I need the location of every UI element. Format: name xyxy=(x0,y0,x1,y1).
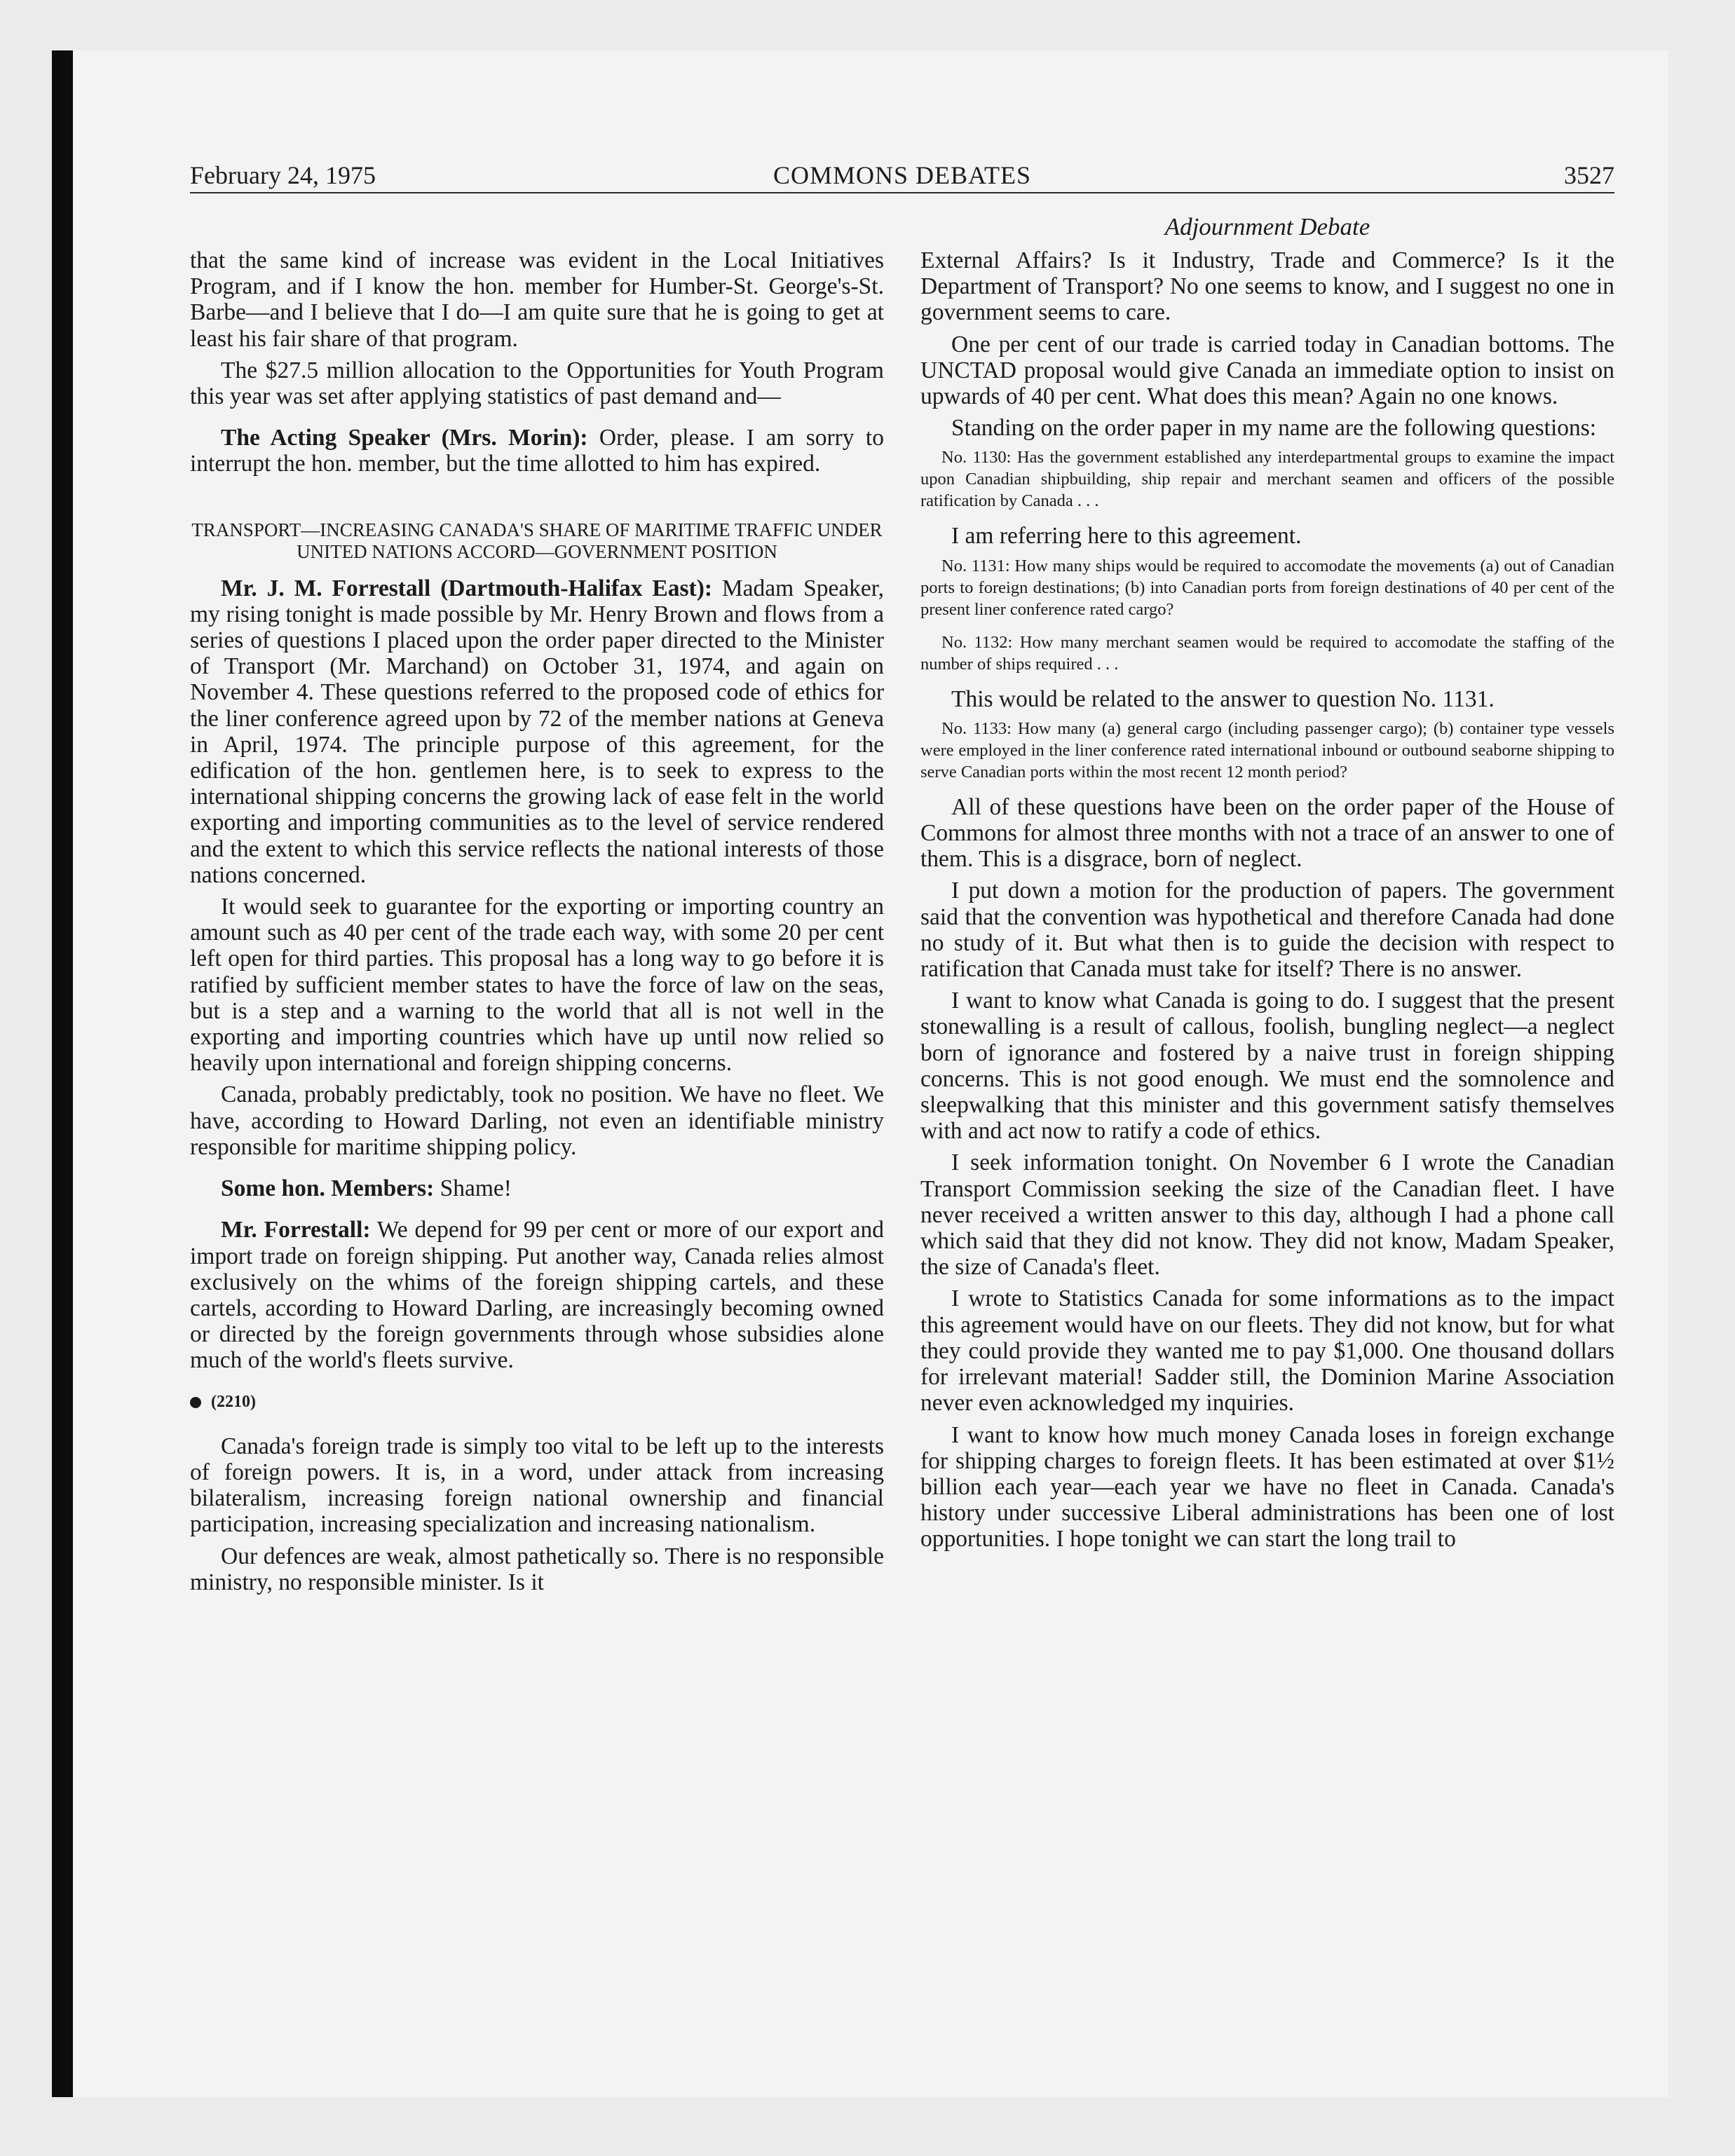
paragraph: I seek information tonight. On November 6 I wrote the Canadian Transport Commission seeking the size of the Canadian fleet. I have never received a written answer to this day, although I had a phone call which said that they did not know. They did not know, Madam Speaker, the size of Canada's fleet. xyxy=(920,1149,1614,1281)
order-paper-question: No. 1133: How many (a) general cargo (including passenger cargo); (b) container type vessels were employed in the liner conference rated international inbound or outbound seaborne shipping to serve Canadian ports within the most recent 12 month period? xyxy=(920,718,1614,782)
paragraph: Standing on the order paper in my name are the following questions: xyxy=(951,415,1597,442)
header-page-number: 3527 xyxy=(1564,161,1614,189)
order-paper-question: No. 1131: How many ships would be required to accomodate the movements (a) out of Canadian ports to foreign destinations; (b) into Canadian ports from foreign destinations of 40 per cent of the present liner conference rated cargo? xyxy=(920,556,1614,619)
running-head: Adjournment Debate xyxy=(1164,213,1370,240)
paragraph: I wrote to Statistics Canada for some informations as to the impact this agreement would have on our fleets. They did not know, but for what they could provide they wanted me to pay $1,000. One thousand dollars for irrelevant material! Sadder still, the Dominion Marine Association never even acknowledged my inquiries. xyxy=(920,1285,1614,1417)
header-date: February 24, 1975 xyxy=(190,161,376,189)
speaker-name: Mr. Forrestall: xyxy=(221,1217,371,1243)
page-header xyxy=(190,158,1614,192)
section-heading: TRANSPORT—INCREASING CANADA'S SHARE OF MARITIME TRAFFIC UNDER UNITED NATIONS ACCORD—GOVERNMENT POSITION xyxy=(191,519,883,562)
paragraph: Canada's foreign trade is simply too vital to be left up to the interests of foreign powers. It is, in a word, under attack from increasing bilateralism, increasing foreign national ownership and financial participation, increasing specialization and increasing nationalism. xyxy=(190,1433,884,1538)
timestamp-label: (2210) xyxy=(211,1392,256,1411)
order-paper-question: No. 1132: How many merchant seamen would be required to accomodate the staffing of the number of ships required . . . xyxy=(920,632,1614,674)
speech-text: Madam Speaker, my rising tonight is made possible by Mr. Henry Brown and flows from a series of questions I placed upon the order paper directed to the Minister of Transport (Mr. Marchand) on October 31, 1974, and again on November 4. These questions referred to the proposed code of ethics for the liner conference agreed upon by 72 of the member nations at Geneva in April, 1974. The principle purpose of this agreement, for the edification of the hon. gentlemen here, is to seek to express to the international shipping concerns the growing lack of ease felt in the world exporting and importing communities as to the level of service rendered and the extent to which this service reflects the national interests of those nations concerned. xyxy=(190,575,884,888)
header-rule xyxy=(190,192,1614,193)
speaker-name: Some hon. Members: xyxy=(221,1175,435,1202)
bullet-icon xyxy=(190,1397,201,1408)
left-column xyxy=(190,247,884,1601)
paragraph: that the same kind of increase was evident in the Local Initiatives Program, and if I know the hon. member for Humber-St. George's-St. Barbe—and I believe that I do—I am quite sure that he is going to get at least his fair share of that program. xyxy=(190,247,884,352)
speech-text: We depend for 99 per cent or more of our export and import trade on foreign shipping. Put another way, Canada relies almost exclusively on the whims of the foreign shipping cartels, and these cartels, according to Howard Darling, are increasingly becoming owned or directed by the foreign governments through whose subsidies alone much of the world's fleets survive. xyxy=(190,1217,884,1374)
header-publication: COMMONS DEBATES xyxy=(773,161,1032,189)
paragraph: I want to know what Canada is going to do. I suggest that the present stonewalling is a result of callous, foolish, bungling neglect—a neglect born of ignorance and fostered by a naive trust in foreign shipping concerns. This is not good enough. We must end the somnolence and sleepwalking that this minister and this government satisfy themselves with and act now to ratify a code of ethics. xyxy=(920,988,1614,1145)
speech-paragraph xyxy=(190,425,884,477)
speaker-name: Mr. J. M. Forrestall (Dartmouth-Halifax East): xyxy=(221,575,713,601)
paragraph: I want to know how much money Canada loses in foreign exchange for shipping charges to foreign fleets. It has been estimated at over $1½ billion each year—each year we have no fleet in Canada. Canada's history under successive Liberal administrations has been one of lost opportunities. I hope tonight we can start the long trail to xyxy=(920,1421,1614,1553)
paragraph: This would be related to the answer to question No. 1131. xyxy=(951,685,1495,712)
paragraph: I am referring here to this agreement. xyxy=(951,523,1302,550)
speech-text: Order, please. I am sorry to interrupt the hon. member, but the time allotted to him has expired. xyxy=(190,425,884,477)
paragraph: External Affairs? Is it Industry, Trade and Commerce? Is it the Department of Transport? No one seems to know, and I suggest no one in government seems to care. xyxy=(920,247,1614,326)
speech-text: Shame! xyxy=(434,1175,512,1202)
scan-edge xyxy=(52,50,73,2097)
paragraph: I put down a motion for the production of papers. The government said that the convention was hypothetical and therefore Canada had done no study of it. But what then is to guide the decision with respect to ratification that Canada must take for itself? There is no answer. xyxy=(920,878,1614,983)
speech-paragraph xyxy=(190,1217,884,1373)
paragraph: Our defences are weak, almost pathetically so. There is no responsible ministry, no responsible minister. Is it xyxy=(190,1543,884,1595)
paragraph: All of these questions have been on the order paper of the House of Commons for almost three months with not a trace of an answer to one of them. This is a disgrace, born of neglect. xyxy=(920,793,1614,873)
paragraph: The $27.5 million allocation to the Opportunities for Youth Program this year was set after applying statistics of past demand and— xyxy=(190,357,884,410)
paragraph: It would seek to guarantee for the exporting or importing country an amount such as 40 per cent of the trade each way, with some 20 per cent left open for third parties. This proposal has a long way to go before it is ratified by sufficient member states to have the force of law on the seas, but is a step and a warning to the world that all is not well in the exporting and importing countries which have up until now relied so heavily upon international and foreign shipping concerns. xyxy=(190,894,884,1077)
paragraph: One per cent of our trade is carried today in Canadian bottoms. The UNCTAD proposal would give Canada an immediate option to insist on upwards of 40 per cent. What does this mean? Again no one knows. xyxy=(920,331,1614,410)
order-paper-question: No. 1130: Has the government established any interdepartmental groups to examine the impact upon Canadian shipbuilding, ship repair and merchant seamen and officers of the possible ratification by Canada . . . xyxy=(920,448,1614,511)
speech-paragraph xyxy=(190,575,884,888)
timestamp xyxy=(190,1389,884,1415)
speaker-name: The Acting Speaker (Mrs. Morin): xyxy=(221,425,588,451)
right-column xyxy=(920,247,1614,1558)
speech-paragraph xyxy=(190,1175,884,1201)
paragraph: Canada, probably predictably, took no position. We have no fleet. We have, according to Howard Darling, not even an identifiable ministry responsible for maritime shipping policy. xyxy=(190,1082,884,1160)
